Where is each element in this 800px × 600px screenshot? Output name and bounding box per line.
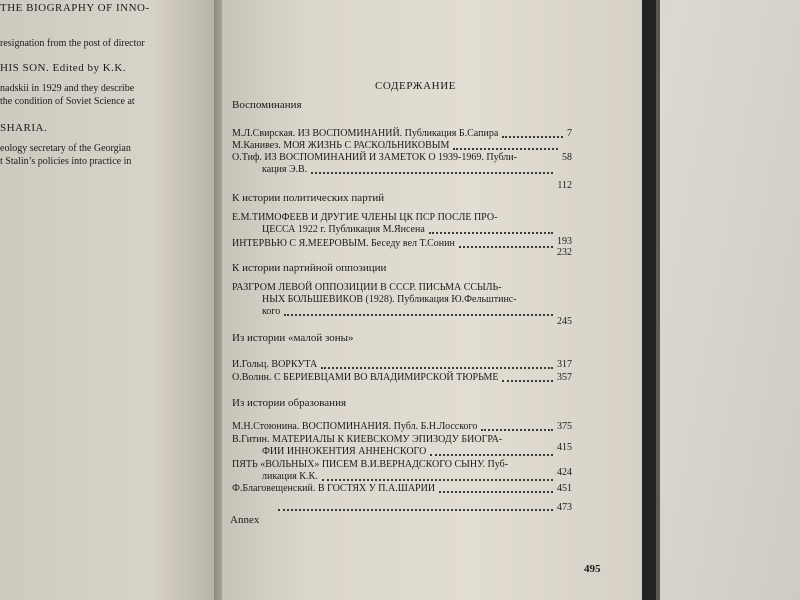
toc-entry-page: 451 <box>557 483 572 494</box>
toc-entry-page: 424 <box>557 467 572 478</box>
toc-entry-text: О.Волин. С БЕРИЕВЦАМИ ВО ВЛАДИМИРСКОЙ ТЮРЬМЕ <box>232 372 499 383</box>
toc-entry-text: О.Тиф. ИЗ ВОСПОМИНАНИЙ И ЗАМЕТОК О 1939-1969. Публи- <box>232 152 517 163</box>
toc-entry-page: 317 <box>557 359 572 370</box>
toc-entry-text: М.Л.Свирская. ИЗ ВОСПОМИНАНИЙ. Публикация Б.Сапира <box>232 128 499 139</box>
dot-leader <box>481 429 553 431</box>
toc-entry-text: В.Гитин. МАТЕРИАЛЫ К КИЕВСКОМУ ЭПИЗОДУ БИОГРА- <box>232 434 503 445</box>
toc-entry-text: РАЗГРОМ ЛЕВОЙ ОППОЗИЦИИ В СССР. ПИСЬМА ССЫЛЬ- <box>232 282 502 293</box>
toc-entry-text: Ф.Благовещенский. В ГОСТЯХ У П.А.ШАРИИ <box>232 483 436 494</box>
section-heading: Из истории «малой зоны» <box>232 332 354 344</box>
left-page-line: nadskii in 1929 and they describe <box>0 83 135 94</box>
dot-leader <box>284 314 553 316</box>
toc-entry-page: 58 <box>562 152 572 163</box>
toc-entry-text: ИНТЕРВЬЮ С Я.МЕЕРОВЫМ. Беседу вел Т.Сонин <box>232 238 455 249</box>
dot-leader <box>278 509 553 511</box>
toc-entry-page: 232 <box>557 247 572 258</box>
section-heading: К истории политических партий <box>232 192 385 204</box>
dot-leader <box>321 367 553 369</box>
dot-leader <box>502 136 563 138</box>
left-page-line: eology secretary of the Georgian <box>0 143 131 154</box>
toc-entry-text: ПЯТЬ «ВОЛЬНЫХ» ПИСЕМ В.И.ВЕРНАДСКОГО СЫНУ. Пуб- <box>232 459 509 470</box>
toc-entry-text: ЦЕССА 1922 г. Публикация М.Янсена <box>262 224 425 235</box>
toc-entry-text: НЫХ БОЛЬШЕВИКОВ (1928). Публикация Ю.Фельштинс- <box>262 294 517 305</box>
dot-leader <box>453 148 558 150</box>
toc-entry-page: 7 <box>567 128 572 139</box>
toc-entry-page: 375 <box>557 421 572 432</box>
toc-entry-page: 357 <box>557 372 572 383</box>
toc-entry-page: 112 <box>557 180 572 191</box>
book-cover-rim <box>656 0 660 600</box>
left-page <box>0 0 214 600</box>
annex-label: Annex <box>230 514 260 526</box>
dot-leader <box>459 246 553 248</box>
section-heading: Воспоминания <box>232 99 302 111</box>
left-page-line: SHARIA. <box>0 122 48 134</box>
dot-leader <box>429 232 553 234</box>
left-page-line: t Stalin’s policies into practice in <box>0 156 132 167</box>
toc-entry-text: М.Н.Стоюнина. ВОСПОМИНАНИЯ. Публ. Б.Н.Лосского <box>232 421 478 432</box>
section-heading: Из истории образования <box>232 397 347 409</box>
toc-entry <box>232 238 572 258</box>
dot-leader <box>502 380 553 382</box>
toc-entry-text: И.Гольц. ВОРКУТА <box>232 359 318 370</box>
toc-entry-page: 415 <box>557 442 572 453</box>
dot-leader <box>439 491 553 493</box>
annex-page: 473 <box>557 502 572 513</box>
toc-entry <box>232 372 572 384</box>
toc-entry-text: ликация К.К. <box>262 471 318 482</box>
toc-entry <box>232 282 572 327</box>
toc-entry-text: ФИИ ИННОКЕНТИЯ АННЕНСКОГО <box>262 446 427 457</box>
toc-entry-page: 193 <box>557 236 572 247</box>
dot-leader <box>430 454 553 456</box>
dot-leader <box>311 172 553 174</box>
toc-entry-text: М.Канивез. МОЯ ЖИЗНЬ С РАСКОЛЬНИКОВЫМ <box>232 140 450 151</box>
left-page-line: HIS SON. Edited by K.K. <box>0 62 127 74</box>
toc-entry-page: 245 <box>557 316 572 327</box>
toc-entry <box>232 483 572 495</box>
toc-entry-text: кого <box>262 306 281 317</box>
toc-entry <box>232 421 572 433</box>
section-heading: К истории партийной оппозиции <box>232 262 387 274</box>
toc-entry-text: кация Э.В. <box>262 164 308 175</box>
dot-leader <box>322 479 553 481</box>
toc-entry-text: Е.М.ТИМОФЕЕВ И ДРУГИЕ ЧЛЕНЫ ЦК ПСР ПОСЛЕ ПРО- <box>232 212 498 223</box>
left-page-line: THE BIOGRAPHY OF INNO- <box>0 2 150 14</box>
toc-title: СОДЕРЖАНИЕ <box>375 80 457 92</box>
page-number: 495 <box>584 563 601 575</box>
toc-entry <box>232 128 572 140</box>
book-cover-edge <box>642 0 656 600</box>
toc-entry <box>232 359 572 371</box>
left-page-line: resignation from the post of director <box>0 38 145 49</box>
left-page-line: the condition of Soviet Science at <box>0 96 135 107</box>
